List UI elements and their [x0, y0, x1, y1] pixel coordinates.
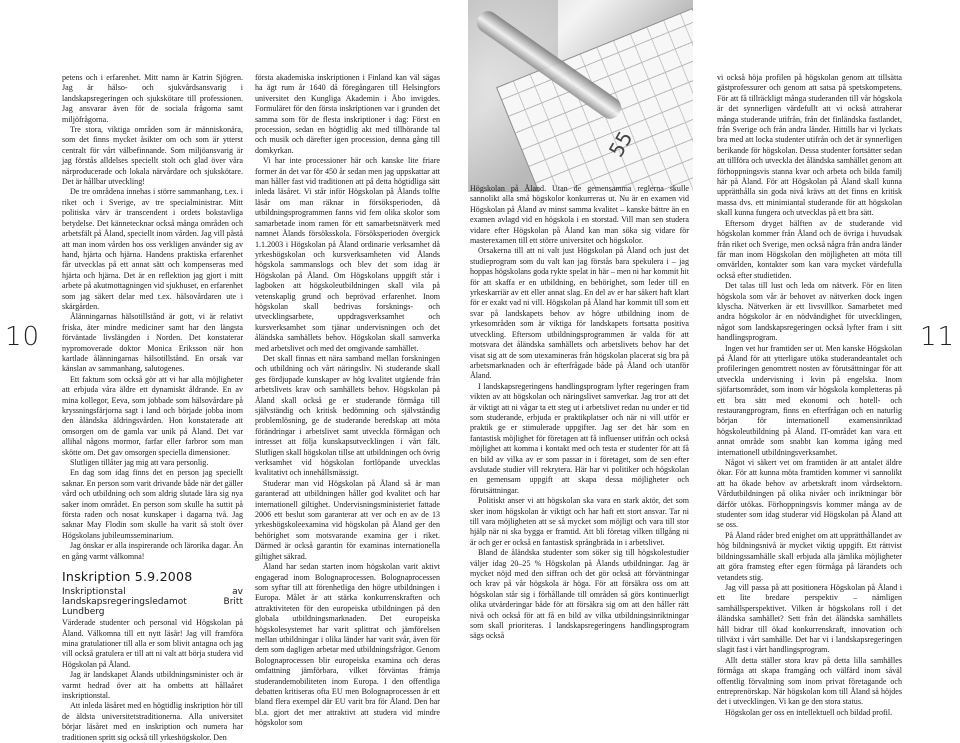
paragraph: Det skall finnas ett nära samband mellan forskningen och utbildning och vårt näringsliv. Ni studerande skall ges fördjupade kunskaper av hög kvalitet utgående från arbetslivets krav och samhällets behov. Högskolan på Åland skall också ge er studerande förmåga till självständig och kritisk bedömning och självständig problemlösning, ge de studerande beredskap att möta förändringar i arbetslivet samt utveckla förmågan och intresset att följa kunskapsutvecklingen i vårt fält. Slutligen skall högskolan tillse att utbildningen och övrig verksamhet vid högskolan fortlöpande utvecklas kvalitativt och innehållsmässigt. — [255, 353, 440, 478]
paragraph: Jag önskar er alla inspirerande och lärorika dagar. Än en gång varmt välkomna! — [62, 541, 243, 561]
paragraph: Vi har inte processioner här och kanske lite friare former än det var för 450 år sedan men jag uppskattar att man håller fast vid traditionen att på detta högtidliga sätt inleda läsåret. Vi står inför Högskolan på Ålands tolfte läsår om man räknar in försöksperioden, då utbildningsprogrammen fanns vid fem olika skolor som samarbetade inom ramen för ett samarbetsnätverk med namnet Ålands försöksskola. Försöksperioden övergick 1.1.2003 i Högskolan på Åland ordinarie verksamhet då yrkeshögskolan och kursverksamheten vid Ålands högskola sammanslogs och blev det som idag är Högskolan på Åland. Om Högskolans uppgift står i lagboken att högskoleutbildningen skall vila på vetenskaplig grund och beprövad erfarenhet. Inom högskolan skall bedrivas forsknings- och utvecklingsarbete, uppdragsverksamhet och kursverksamhet som tjänar undervisningen och det åländska samhällets behov. Högskolan skall samverka med arbetslivet och med det omgivande samhället. — [255, 156, 440, 353]
section-title: Inskription 5.9.2008 — [62, 569, 193, 585]
paragraph: Värderade studenter och personal vid Högskolan på Åland. Välkomna till ett nytt läsår! Jag vill framföra mina gratulationer till alla er som blivit antagna och jag vill också gratulera er till att ni valt att börja studera vid Högskolan på Åland. — [62, 618, 243, 669]
text-column-2 — [255, 73, 440, 729]
paragraph: Jag vill passa på att positionera Högskolan på Åland i ett lite bredare perspektiv – nämligen samhällsperspektivet. Vilken är högskolans roll i det åländska samhället? Sett från det åländska samhällets håll bidrar till ökad konkurrenskraft, innovation och tillväxt i vårt samhälle. Det har vi i landskapsregeringen slagit fast i vårt handlingsprogram. — [717, 582, 902, 655]
page-number-left: 10 — [5, 322, 41, 352]
paragraph: vi också höja profilen på högskolan genom att tillsätta gästprofessurer och genom att satsa på spetskompetens. För att få tillräckligt många studeranden till vår högskola är det synnerligen värdefullt att vi också attraherar många studerande utifrån, från det finländska fastlandet, från Sverige och från andra länder. Hittills har vi lyckats bra med att locka studenter utifrån och det är synnerligen berikande för högskolan. Dessa studenter fortsätter sedan att tillföra och utveckla det åländska samhället genom att förhoppningsvis stanna kvar och arbeta och bilda familj här på Åland. För att Högskolan på Åland skall kunna upprätthålla sin goda nivå krävs att det finns en kritisk massa dvs. ett minimiantal studerande för att högskolan skall kunna fungera och utvecklas på ett bra sätt. — [717, 73, 902, 218]
paragraph: Ålänningarnas hälsotillstånd är gott, vi är relativt friska, äter mindre mediciner samt har den längsta förväntade livslängden i Norden. Det konstaterar nypromoverade doktor Monica Eriksson när hon kartlade ålänningarnas hälsotillstånd. En orsak var känslan av sammanhang, salutogenes. — [62, 312, 243, 374]
paragraph: Allt detta ställer stora krav på detta lilla samhälles förmåga att skapa framgång och välfärd inom såväl offentlig förvaltning som inom privat företagande och entreprenörskap. När högskolan kom till Åland så höjdes det i utvecklingen. Vi kan ge den stora status. — [717, 655, 902, 707]
paragraph: Det talas till lust och leda om nätverk. För en liten högskola som vår är behovet av nätverken dock ingen klyscha. Nätverken är ett livsvillkor. Samarbetet med andra högskolor är en nödvändighet för utvecklingen, något som landskapsregeringen också lyfter fram i sitt handlingsprogram. — [717, 281, 902, 343]
paragraph: första akademiska inskriptionen i Finland kan väl sägas ha ägt rum år 1640 då föregångaren till Helsingfors universitet den Kungliga Akademin i Åbo invigdes. Formuläret för den första inskriptionen var i grunden det samma som för de flesta inskriptioner i dag: Först en procession, sedan en högtidlig akt med tillhörande tal och musik och därefter igen procession, denna gång till domkyrkan. — [255, 73, 440, 155]
page-number-right: 11 — [920, 322, 956, 352]
paper-number: 55 — [603, 126, 638, 162]
paragraph: Bland de åländska studenter som söker sig till högskolestudier väljer idag 20–25 % Högskolan på Ålands utbildningar. Jag är mycket nöjd med den siffran och det gör också att förväntningar och krav på vår högskola är höga. För att försäkra oss om att högskolan står sig i förhållande till områden så görs kontinuerligt olika utvärderingar både för att försäkra sig om att den håller rätt nivå och också för att få en bild av vilka utbildningsinriktningar som skall prioriteras. I landskapsregeringens handlingsprogram sägs också — [470, 548, 689, 641]
paragraph: Politiskt anser vi att högskolan ska vara en stark aktör, det som sker inom högskolan är viktigt och har haft ett stort ansvar. Tar ni till vara möjligheten att se så mycket som möjligt och vara till stor hjälp när ni ska bygga er framtid. Att bli företag vilken tillgång ni är och ger er också en fantastisk språngbräda in i arbetslivet. — [470, 496, 689, 547]
text-column-4 — [717, 73, 902, 718]
paragraph: Att inleda läsåret med en högtidlig inskription hör till de äldsta universitetstraditionerna. Alla universitet börjar läsåret med en inskription och numera har traditionen spritt sig också till yrkeshögskolor. Den — [62, 701, 243, 742]
paragraph: Ingen vet hur framtiden ser ut. Men kanske Högskolan på Åland för att ytterligare utöka studerandeantalet och profileringen genomtrett nosten av förutsättningar för att utveckla undervisning i kvin på engelska. Inom sjöfartsområdet, som inom vår högskola kompletteras på ett bra sätt med ekonomi och hotell- och restaurangprogram, finns en efterfrågan och en naturlig början för internationell examensinriktad högskoleutbildning på Åland. IT-området kan vara ett annat område som snabbt kan komma igång med internationell utbildningsverksamhet. — [717, 343, 902, 457]
laboratory-photo — [468, 0, 693, 192]
paragraph: På Åland råder bred enighet om att upprätthållandet av hög bildningsnivå är mycket viktig uppgift. Ett rättvist bildningssamhälle skall erbjuda alla jämlika möjligheter att göra framsteg efter egen förmåga på lärandets och vetandets stig. — [717, 530, 902, 582]
paragraph: Studerar man vid Högskolan på Åland så är man garanterad att utbildningen håller god kvalitet och har internationell giltighet. Undervisningsministeriet fattade 2006 ett beslut som garanterar att ver och en av de 13 yrkeshögskoleexamina vid högskolan på Åland ger den behörighet som motsvarande examina ger i riket. Därmed är också garantin för examinas internationella giltighet säkrad. — [255, 478, 440, 561]
paragraph: Slutligen tillåter jag mig att vara personlig. — [70, 458, 209, 468]
paragraph: Jag är landskapet Ålands utbildningsminister och är varmt hedrad över att ha ombetts att hållaåret inskriptionstal. — [62, 670, 243, 700]
paragraph: petens och i erfarenhet. Mitt namn är Katrin Sjögren. Jag är hälso- och sjukvårdsansvarig i landskapsregeringen och sjukskötare till professionen. Jag ansvarar även för de sociala frågorna samt miljöfrågorna. — [62, 73, 243, 124]
paragraph: I landskapsregeringens handlingsprogram lyfter regeringen fram vikten av att högskolan och näringslivet samverkar. Jag tror att det är viktigt att ni vågar ta ett steg ut i arbetslivet redan nu under er tid som studerande, erbjuda er praktikplatser och när ni vill utför er praktik ge er stimulerade uppgifter. Jag ser det här som en fantastisk möjlighet för företagen att få influenser utifrån och också möjlighet att komma i kontakt med och testa er studenter för att få en bild av vilka av er som passar in i företaget, som de sen efter avslutade studier vill rekrytera. Här har vi politiker och högskolan en gemensam uppgift att skapa dessa möjligheter och förutsättningar. — [470, 381, 689, 495]
paragraph: En dag som idag finns det en person jag speciellt saknar. En person som varit drivande både när det gäller vård och utbildning och som aldrig slutade lära sig nya saker inom området. En person som skulle ha suttit på första raden och nosat kunskaper i dagarna två. Jag saknar May Flodin som skulle ha varit så stolt över Högskolans jubileumsseminarium. — [62, 468, 243, 540]
paragraph: Högskolan ger oss en intellektuell och bildad profil. — [725, 707, 893, 717]
section-subtitle: Inskriptionstal av landskapsregeringsledamot Britt Lundberg — [62, 587, 243, 618]
text-column-3 — [470, 184, 689, 642]
paragraph: Tre stora, viktiga områden som är människonära, som det finns mycket åsikter om och som är ytterst centralt för vårt välbefinnande. Som miljöansvarig är jag förstås alldelses speciellt stolt och glad över våra närproducerade och lokala närvårdare och sjukskötare. Det är hållbar utveckling! — [62, 125, 243, 187]
paragraph: Högskolan på Åland. Utan de gemensamma reglerna skulle sannolikt alla små högskolor konkurreras ut. Nu är en examen vid Högskolan på Åland av minst samma kvalitet – kanske bättre än en examen avlagd vid en högskola i en storstad. Vill man sen studera vidare efter Högskolan på Åland kan man söka sig vidare för masterexamen till ett större universitet och högskolor. — [470, 184, 689, 246]
paragraph: Ett faktum som också gör att vi har alla möjligheter att erbjuda våra äldre ett dynamiskt åldrande. En av mina kollegor, Eeva, som jobbade som hälsovårdare på kryssningsfärjorna sagt i land och började jobba inom den åländska äldringsvården. Hon konstaterade att omsorgen om de gamla var unik på Åland. Det var allihal någons mormor, farfar eller farbror som man skötte om. Det gav omsorgen speciella dimensioner. — [62, 374, 243, 457]
paragraph: Åland har sedan starten inom högskolan varit aktivt engagerad inom Bolognaprocessen. Bolognaprocessen som syftar till att förenhetliga den högre utbildningen i Europa. Målet är att stärka konkurrenskraften och attraktiviteten för den europeiska utbildningen på den globala utbildningsmarknaden. Det europeiska högskolesystemet har varit splittrat och jämförelsen mellan utbildningar i olika länder har varit svår, även för dem som dagligen arbetar med utbildningsfrågor. Genom Bolognaprocessen blir europeiska examina och deras omfattning jämförbara, vilket förväntas främja studerandemobiliteten inom Europa. I den offentliga debatten kritiseras ofta EU men Bolognaprocessen är ett bland flera exempel där EU varit bra för Åland. Den har bl.a. gjort det mer attraktivt att studera vid mindre högskolor som — [255, 562, 440, 728]
paragraph: Orsakerna till att ni valt just Högskolan på Åland och just det studieprogram som du valt kan jag förstås bara spekulera i – jag hoppas högskolans goda rykte spelat in här – men ni har kommit hit för att skaffa er en utbildning, en behörighet, som leder till en yrkeskarriär av ett eller annat slag. En del av er har säkert haft klart för er exakt vad ni vill. Högskolan på Åland har kommit till som ett svar på landskapets behov av högre utbildning inom de yrkesområden som är viktiga för landskapets fortsatta positiva utveckling. Eftersom utbildningsprogrammen är valda för att motsvara det åländska samhällets och arbetslivets behov har det visat sig att de som utexamineras från högskolan placerat sig bra på arbetsmarknaden och är efterfrågade både på Åland och utanför Åland. — [470, 246, 689, 381]
paragraph: Eftersom dryget hälften av de studerande vid högskolan kommer från Åland och de övriga i huvudsak från riket och Sverige, men också några från andra länder får man inom Högskolan den möjligheten att möta till omvärlden, kontakter som kan vara mycket värdefulla också efter studietiden. — [717, 218, 902, 280]
text-column-1 — [62, 73, 243, 743]
paragraph: De tre områdena innehas i större sammanhang, t.ex. i riket och i Sverige, av tre specialministrar. Mitt politiska värv är transcendent i ordets bokstavliga betydelse. Det kännetecknar också många områden och arbetsfält på Åland, speciellt inom vården. Jag vill påstå att man inom vården hos oss verkligen använder sig av hand, hjärta och hjärna. Handens praktiska erfarenhet får utvecklas på ett annat sätt och kompenseras med hjärta och hjärna. Det är en reflektion jag gjort i mitt arbete på akutmottagningen vid sjukhuset, en erfarenhet som jag säkert delar med t.ex. hälsovårdaren ute i skärgården. — [62, 187, 243, 311]
paragraph: Något vi säkert vet om framtiden är att antalet äldre ökar. För att kunna möta framtiden kommer vi sannolikt att ha ökade behov av arbetskraft inom vårdsektorn. Vårdutbildningen på olika nivåer och inriktningar bör därför utökas. Förhoppningsvis kommer många av de studenter som idag studerar vid Högskolan på Åland att se oss. — [717, 458, 902, 530]
